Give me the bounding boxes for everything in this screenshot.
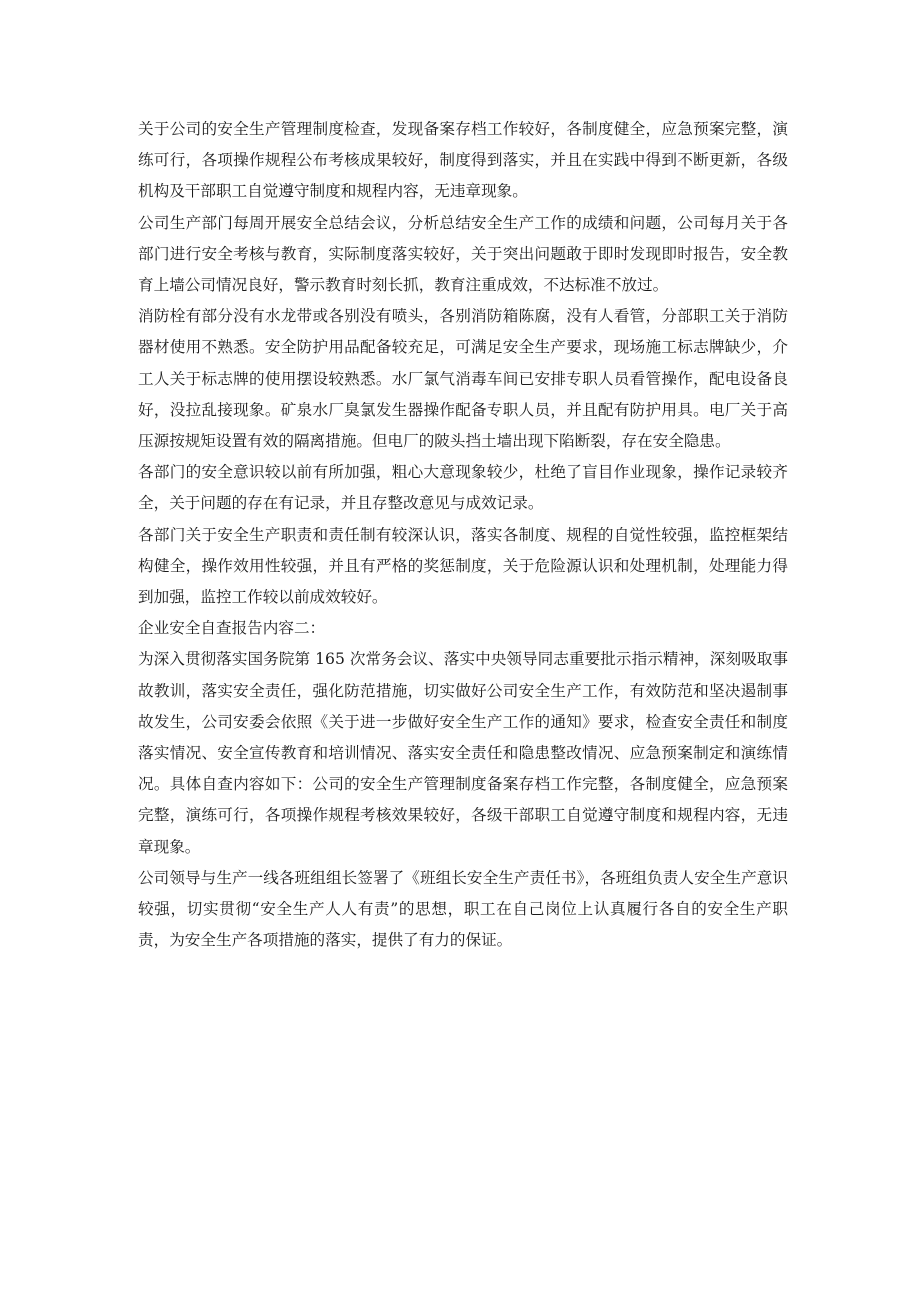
paragraph-6: 为深入贯彻落实国务院第 165 次常务会议、落实中央领导同志重要批示指示精神，深刻吸取事故教训，落实安全责任，强化防范措施，切实做好公司安全生产工作，有效防范和坚决遏制事故发生，公司安委会依照《关于进一步做好安全生产工作的通知》要求，检查安全责任和制度落实情况、安全宣传教育和培训情况、落实安全责任和隐患整改情况、应急预案制定和演练情况。具体自查内容如下：公司的安全生产管理制度备案存档工作完整，各制度健全，应急预案完整，演练可行，各项操作规程考核效果较好，各级干部职工自觉遵守制度和规程内容，无违章现象。 <box>138 650 788 856</box>
paragraph-4: 各部门的安全意识较以前有所加强，粗心大意现象较少，杜绝了盲目作业现象，操作记录较齐全，关于问题的存在有记录，并且存整改意见与成效记录。 <box>138 463 788 513</box>
paragraph-5: 各部门关于安全生产职责和责任制有较深认识，落实各制度、规程的自觉性较强，监控框架结构健全，操作效用性较强，并且有严格的奖惩制度，关于危险源认识和处理机制，处理能力得到加强，监控工作较以前成效较好。 <box>138 525 788 607</box>
paragraph-2: 公司生产部门每周开展安全总结会议，分析总结安全生产工作的成绩和问题，公司每月关于各部门进行安全考核与教育，实际制度落实较好，关于突出问题敢于即时发现即时报告，安全教育上墙公司情况良好，警示教育时刻长抓，教育注重成效，不达标准不放过。 <box>138 213 788 295</box>
paragraph-1: 关于公司的安全生产管理制度检查，发现备案存档工作较好，各制度健全，应急预案完整，演练可行，各项操作规程公布考核成果较好，制度得到落实，并且在实践中得到不断更新，各级机构及干部职工自觉遵守制度和规程内容，无违章现象。 <box>138 120 788 201</box>
paragraph-3: 消防栓有部分没有水龙带或各别没有喷头，各别消防箱陈腐，没有人看管，分部职工关于消防器材使用不熟悉。安全防护用品配备较充足，可满足安全生产要求，现场施工标志牌缺少，介工人关于标志牌的使用摆设较熟悉。水厂氯气消毒车间已安排专职人员看管操作，配电设备良好，没拉乱接现象。矿泉水厂臭氯发生器操作配备专职人员，并且配有防护用具。电厂关于高压源按规矩设置有效的隔离措施。但电厂的陂头挡土墙出现下陷断裂，存在安全隐患。 <box>138 307 788 451</box>
paragraph-7: 公司领导与生产一线各班组组长签署了《班组长安全生产责任书》，各班组负责人安全生产意识较强，切实贯彻“安全生产人人有责”的思想，职工在自己岗位上认真履行各自的安全生产职责，为安全生产各项措施的落实，提供了有力的保证。 <box>138 868 788 950</box>
section-heading: 企业安全自查报告内容二： <box>138 619 326 638</box>
document-body <box>138 114 788 956</box>
